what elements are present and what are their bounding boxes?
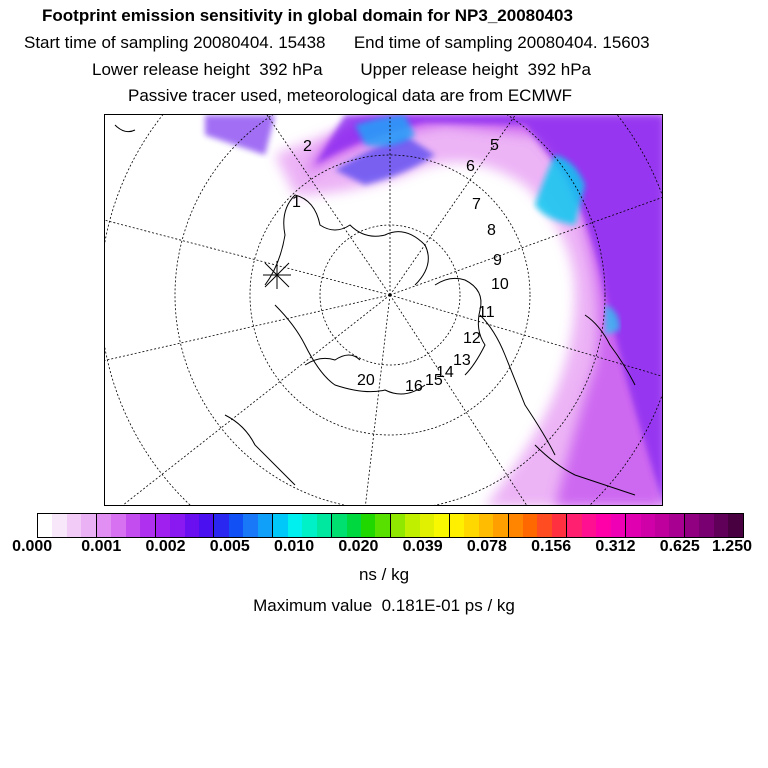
colorbar-segment (449, 514, 464, 537)
colorbar-segment (52, 514, 66, 537)
trajectory-label: 20 (357, 372, 375, 389)
plot-title: Footprint emission sensitivity in global domain for NP3_20080403 (42, 6, 573, 25)
colorbar-segment (81, 514, 95, 537)
colorbar-segment (111, 514, 125, 537)
colorbar-tick-label: 0.156 (531, 538, 572, 555)
colorbar-segment (479, 514, 493, 537)
colorbar-segment (596, 514, 610, 537)
map-canvas (105, 115, 663, 506)
colorbar-segment (199, 514, 213, 537)
sensitivity-field (205, 115, 663, 506)
colorbar-tick-label: 0.010 (274, 538, 315, 555)
colorbar-segment (464, 514, 478, 537)
trajectory-label: 12 (463, 330, 481, 347)
colorbar-segment (155, 514, 170, 537)
trajectory-label: 14 (436, 364, 454, 381)
colorbar-segment (669, 514, 683, 537)
colorbar-segment (331, 514, 346, 537)
colorbar-segment (390, 514, 405, 537)
colorbar-segment (493, 514, 507, 537)
colorbar-segment (126, 514, 140, 537)
colorbar-segment (641, 514, 655, 537)
trajectory-label: 15 (425, 372, 443, 389)
maximum-value: Maximum value 0.181E-01 ps / kg (253, 596, 515, 615)
colorbar-tick-label: 1.250 (711, 538, 753, 555)
colorbar-unit: ns / kg (358, 565, 410, 584)
tracer-info-line: Passive tracer used, meteorological data are from ECMWF (128, 86, 573, 105)
colorbar-segment (317, 514, 331, 537)
colorbar-segment (420, 514, 434, 537)
colorbar-tick-label: 0.625 (659, 538, 700, 555)
colorbar-segment (170, 514, 184, 537)
sampling-time-line: Start time of sampling 20080404. 15438 End time of sampling 20080404. 15603 (24, 33, 650, 52)
colorbar-segment (552, 514, 566, 537)
trajectory-label: 16 (405, 378, 423, 395)
trajectory-label: 9 (493, 252, 502, 269)
colorbar-tick-label: 0.020 (338, 538, 379, 555)
colorbar-tick-label: 0.312 (595, 538, 636, 555)
colorbar-segment (434, 514, 448, 537)
colorbar-tick-label: 0.000 (12, 538, 53, 555)
colorbar-segment (728, 514, 742, 537)
trajectory-label: 5 (490, 137, 499, 154)
release-height-line: Lower release height 392 hPa Upper release height 392 hPa (92, 60, 591, 79)
colorbar-segment (38, 514, 52, 537)
colorbar-segment (582, 514, 596, 537)
asterisk-icon (263, 261, 291, 289)
colorbar-segment (347, 514, 361, 537)
colorbar-segment (96, 514, 111, 537)
colorbar-segment (655, 514, 669, 537)
colorbar-segment (375, 514, 389, 537)
trajectory-label: 10 (491, 276, 509, 293)
colorbar-tick-label: 0.039 (402, 538, 443, 555)
colorbar-tick-label: 0.005 (209, 538, 250, 555)
colorbar-tick-label: 0.002 (145, 538, 186, 555)
colorbar-segment (361, 514, 375, 537)
trajectory-label: 6 (466, 158, 475, 175)
colorbar-segment (405, 514, 419, 537)
colorbar (37, 513, 744, 538)
colorbar-segment (537, 514, 551, 537)
colorbar-tick-label: 0.001 (81, 538, 122, 555)
trajectory-label: 2 (303, 138, 312, 155)
colorbar-segment (508, 514, 523, 537)
trajectory-label: 11 (478, 304, 495, 321)
colorbar-segment (684, 514, 699, 537)
colorbar-segment (185, 514, 199, 537)
colorbar-segment (288, 514, 302, 537)
footprint-map (104, 114, 663, 506)
colorbar-segment (714, 514, 728, 537)
trajectory-label: 8 (487, 222, 496, 239)
trajectory-label: 13 (453, 352, 471, 369)
trajectory-label: 7 (472, 196, 481, 213)
colorbar-segment (523, 514, 537, 537)
colorbar-segment (566, 514, 581, 537)
colorbar-segment (699, 514, 713, 537)
colorbar-segment (611, 514, 625, 537)
colorbar-segment (229, 514, 243, 537)
colorbar-segment (625, 514, 640, 537)
trajectory-label: 1 (292, 194, 301, 211)
colorbar-tick-label: 0.078 (466, 538, 507, 555)
colorbar-segment (272, 514, 287, 537)
colorbar-segment (243, 514, 257, 537)
colorbar-segment (67, 514, 81, 537)
colorbar-segment (302, 514, 316, 537)
colorbar-segment (258, 514, 272, 537)
colorbar-segment (140, 514, 154, 537)
colorbar-segment (213, 514, 228, 537)
